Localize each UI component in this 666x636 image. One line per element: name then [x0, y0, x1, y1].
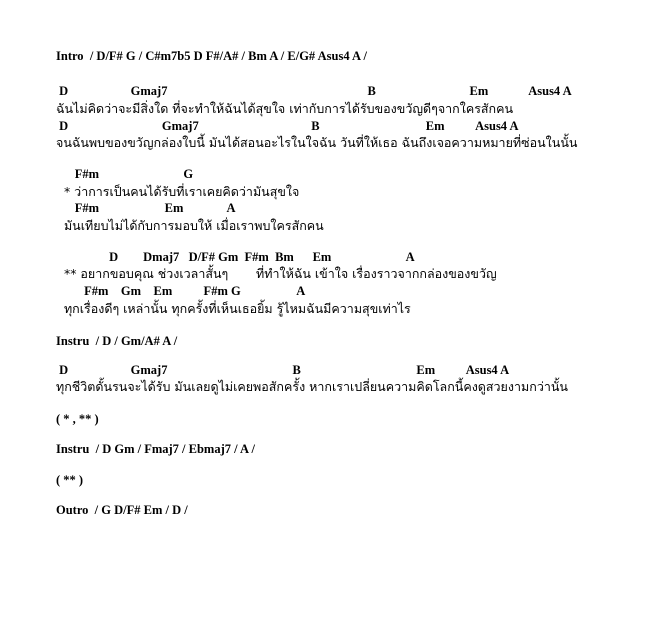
chord-line: D Gmaj7 B Em Asus4 A [56, 118, 519, 133]
chord-line: F#m Gm Em F#m G A [56, 284, 306, 299]
chord-line: F#m Em A [56, 201, 236, 216]
lyric-line: ** อยากขอบคุณ ช่วงเวลาสั้นๆ ที่ทำให้ฉัน เข้าใจ เรื่องราวจากกล่องของขวัญ [56, 266, 497, 282]
spacer [56, 319, 652, 333]
section-chorus-double-star [56, 250, 652, 319]
instru-line [56, 441, 652, 457]
lyric-line: ฉันไม่คิดว่าจะมีสิ่งใด ที่จะทำให้ฉันได้สุขใจ เท่ากับการได้รับของขวัญดีๆจากใครสักคน [56, 100, 514, 116]
intro-line [56, 48, 652, 64]
spacer [56, 397, 652, 411]
chord-line: D Gmaj7 B Em Asus4 A [56, 362, 510, 377]
lyric-line: * ว่าการเป็นคนได้รับที่เราเคยคิดว่ามันสุขใจ [56, 183, 300, 199]
section-instru-2 [56, 441, 652, 457]
spacer [56, 64, 652, 84]
spacer [56, 458, 652, 472]
lyric-line: ทุกชีวิตดั้นรนจะได้รับ มันเลยดูไม่เคยพอสักครั้ง หากเราเปลี่ยนความคิดโลกนี้คงดูสวยงามกว่านั้น [56, 379, 568, 395]
instru-line [56, 333, 652, 349]
instru-progression: / D Gm / Fmaj7 / Ebmaj7 / A / [95, 442, 255, 457]
instru-label: Instru [56, 442, 90, 457]
spacer [56, 236, 652, 250]
outro-label: Outro [56, 502, 89, 517]
section-repeat-2 [56, 472, 652, 488]
instru-progression: / D / Gm/A# A / [95, 333, 178, 348]
spacer [56, 427, 652, 441]
repeat-marker: ( ** ) [56, 472, 84, 487]
section-outro [56, 502, 652, 518]
chord-line: D Dmaj7 D/F# Gm F#m Bm Em A [56, 249, 415, 264]
section-verse-1 [56, 84, 652, 153]
spacer [56, 153, 652, 167]
chord-line: D Gmaj7 B Em Asus4 A [56, 84, 572, 99]
lyric-line: ทุกเรื่องดีๆ เหล่านั้น ทุกครั้งที่เห็นเธอยิ้ม รู้ไหมฉันมีความสุขเท่าไร [56, 300, 411, 316]
chord-line: F#m G [56, 167, 194, 181]
outro-line [56, 502, 652, 518]
instru-label: Instru [56, 333, 90, 348]
outro-progression: / G D/F# Em / D / [94, 502, 188, 517]
section-verse-2 [56, 363, 652, 397]
section-instru-1 [56, 333, 652, 349]
section-intro [56, 48, 652, 64]
section-repeat-1 [56, 411, 652, 427]
spacer [56, 488, 652, 502]
section-chorus-star [56, 167, 652, 236]
intro-progression: / D/F# G / C#m7b5 D F#/A# / Bm A / E/G# Asus4 A / [89, 49, 367, 63]
spacer [56, 349, 652, 363]
lyric-line: จนฉันพบของขวัญกล่องใบนี้ มันได้สอนอะไรในใจฉัน วันที่ให้เธอ ฉันถึงเจอความหมายที่ซ่อนในนั้น [56, 135, 578, 151]
lyric-line: มันเทียบไม่ได้กับการมอบให้ เมื่อเราพบใครสักคน [56, 218, 324, 233]
repeat-marker: ( * , ** ) [56, 412, 99, 427]
intro-label: Intro [56, 49, 84, 63]
